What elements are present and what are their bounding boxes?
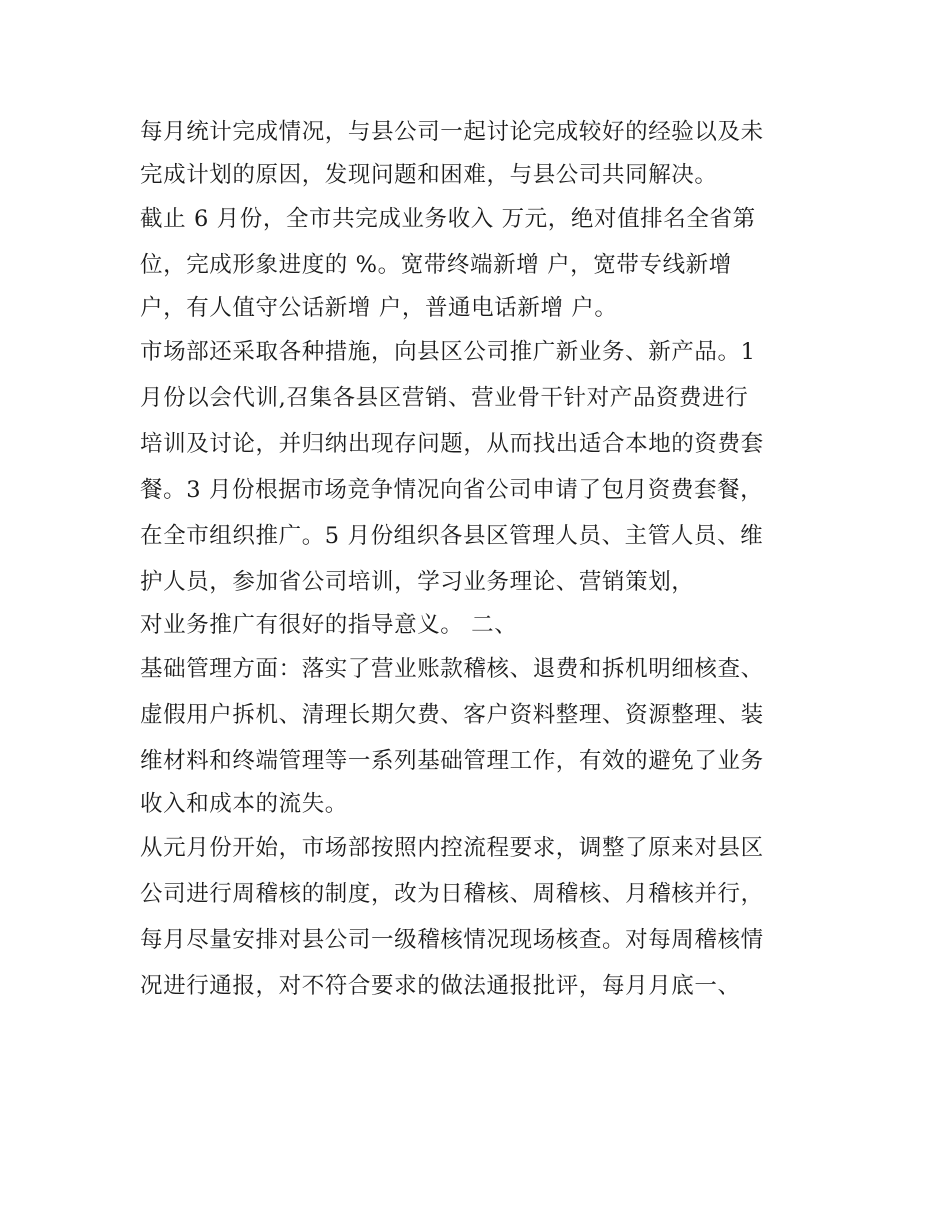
text-line: 护人员，参加省公司培训，学习业务理论、营销策划， <box>140 569 695 595</box>
text-line: 从元月份开始，市场部按照内控流程要求，调整了原来对县区 <box>140 835 764 861</box>
text-line: 收入和成本的流失。 <box>140 791 348 817</box>
body-text <box>140 109 820 1009</box>
text-line: 截止 6 月份，全市共完成业务收入 万元，绝对值排名全省第 <box>140 206 756 232</box>
text-line: 维材料和终端管理等一系列基础管理工作，有效的避免了业务 <box>140 748 764 774</box>
text-line: 市场部还采取各种措施，向县区公司推广新业务、新产品。1 <box>140 339 756 365</box>
text-line: 况进行通报，对不符合要求的做法通报批评，每月月底一、 <box>140 973 741 999</box>
text-line: 对业务推广有很好的指导意义。 二、 <box>140 612 518 638</box>
text-line: 公司进行周稽核的制度，改为日稽核、周稽核、月稽核并行， <box>140 881 764 907</box>
text-line: 完成计划的原因，发现问题和困难，与县公司共同解决。 <box>140 162 718 188</box>
text-line: 在全市组织推广。5 月份组织各县区管理人员、主管人员、维 <box>140 523 764 549</box>
text-line: 基础管理方面：落实了营业账款稽核、退费和拆机明细核查、 <box>140 656 764 682</box>
text-line: 位，完成形象进度的 %。宽带终端新增 户，宽带专线新增 <box>140 252 732 278</box>
text-line: 每月统计完成情况，与县公司一起讨论完成较好的经验以及未 <box>140 119 764 145</box>
text-line: 虚假用户拆机、清理长期欠费、客户资料整理、资源整理、装 <box>140 702 764 728</box>
text-line: 月份以会代训,召集各县区营销、营业骨干针对产品资费进行 <box>140 385 749 411</box>
text-line: 每月尽量安排对县公司一级稽核情况现场核查。对每周稽核情 <box>140 927 764 953</box>
text-line: 餐。3 月份根据市场竞争情况向省公司申请了包月资费套餐， <box>140 477 764 503</box>
text-line: 培训及讨论，并归纳出现存问题，从而找出适合本地的资费套 <box>140 431 764 457</box>
text-line: 户，有人值守公话新增 户，普通电话新增 户。 <box>140 295 618 321</box>
